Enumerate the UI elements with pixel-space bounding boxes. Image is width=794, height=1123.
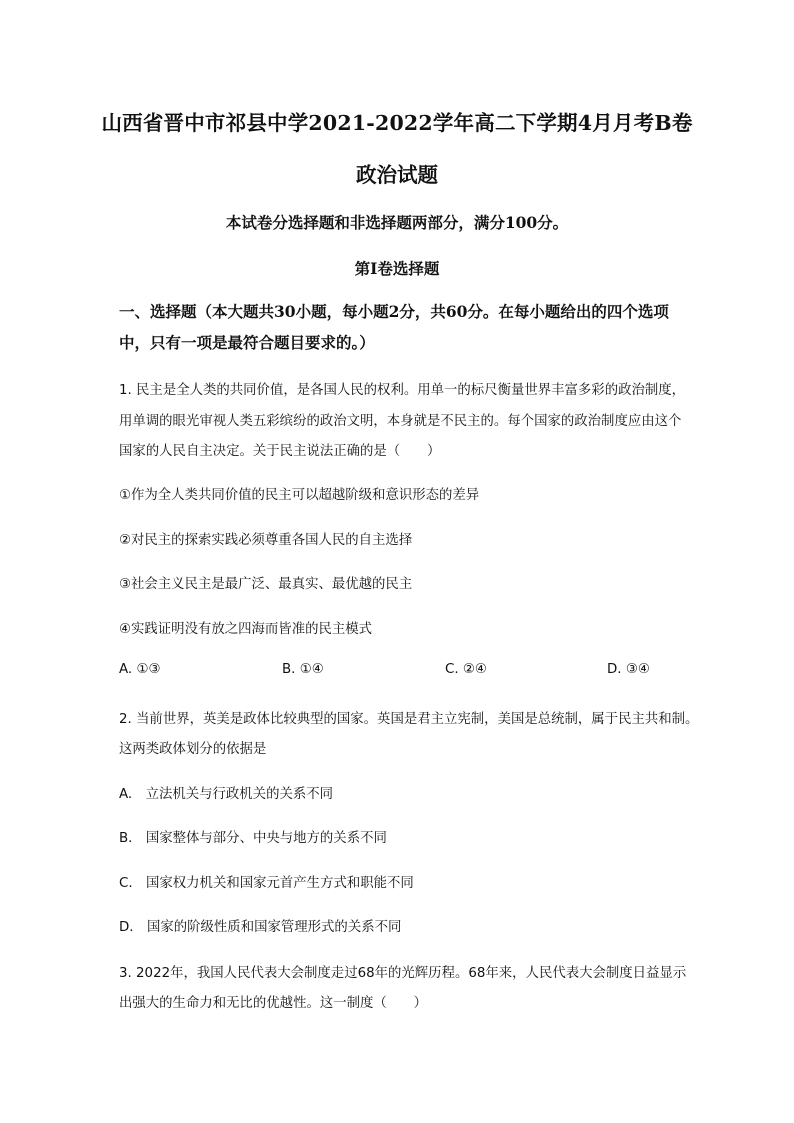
q1-stem-line1: 1. 民主是全人类的共同价值，是各国人民的权利。用单一的标尺衡量世界丰富多彩的政治制度， [119, 383, 686, 398]
q1-option-d[interactable]: D. ③④ [607, 662, 650, 677]
q2-stem-line1: 2. 当前世界，英美是政体比较典型的国家。英国是君主立宪制，美国是总统制，属于民主共和制。 [119, 712, 699, 727]
q2-stem-line2: 这两类政体划分的依据是 [119, 742, 267, 757]
exam-title: 山西省晋中市祁县中学2021-2022学年高二下学期4月月考B卷 [101, 111, 693, 135]
section-heading-line1: 一、选择题（本大题共30小题，每小题2分，共60分。在每小题给出的四个选项 [119, 302, 669, 321]
section-heading-line2: 中，只有一项是最符合题目要求的。） [119, 333, 375, 352]
q1-option-b[interactable]: B. ①④ [282, 662, 324, 677]
exam-subtitle: 政治试题 [356, 163, 438, 187]
q1-stem-line2: 用单调的眼光审视人类五彩缤纷的政治文明，本身就是不民主的。每个国家的政治制度应由这个 [119, 414, 682, 429]
q3-stem-line1: 3. 2022年，我国人民代表大会制度走过68年的光辉历程。68年来，人民代表大会制度日益显示 [119, 966, 687, 981]
q1-option-c[interactable]: C. ②④ [445, 662, 487, 677]
q1-option-a[interactable]: A. ①③ [119, 662, 161, 677]
q1-statement: ③社会主义民主是最广泛、最真实、最优越的民主 [119, 577, 413, 592]
exam-intro: 本试卷分选择题和非选择题两部分，满分100分。 [225, 213, 569, 232]
q1-statement: ①作为全人类共同价值的民主可以超越阶级和意识形态的差异 [119, 488, 480, 503]
q1-statement: ②对民主的探索实践必须尊重各国人民的自主选择 [119, 533, 413, 548]
q3-stem-line2: 出强大的生命力和无比的优越性。这一制度（ ） [119, 996, 427, 1011]
q1-statement: ④实践证明没有放之四海而皆准的民主模式 [119, 622, 373, 637]
q2-option-a[interactable]: A. 立法机关与行政机关的关系不同 [119, 787, 334, 802]
q2-option-d[interactable]: D. 国家的阶级性质和国家管理形式的关系不同 [119, 920, 402, 935]
q2-option-c[interactable]: C. 国家权力机关和国家元首产生方式和职能不同 [119, 876, 414, 891]
part-title: 第Ⅰ卷选择题 [354, 259, 440, 278]
q1-stem-line3: 国家的人民自主决定。关于民主说法正确的是（ ） [119, 444, 441, 459]
q2-option-b[interactable]: B. 国家整体与部分、中央与地方的关系不同 [119, 831, 387, 846]
